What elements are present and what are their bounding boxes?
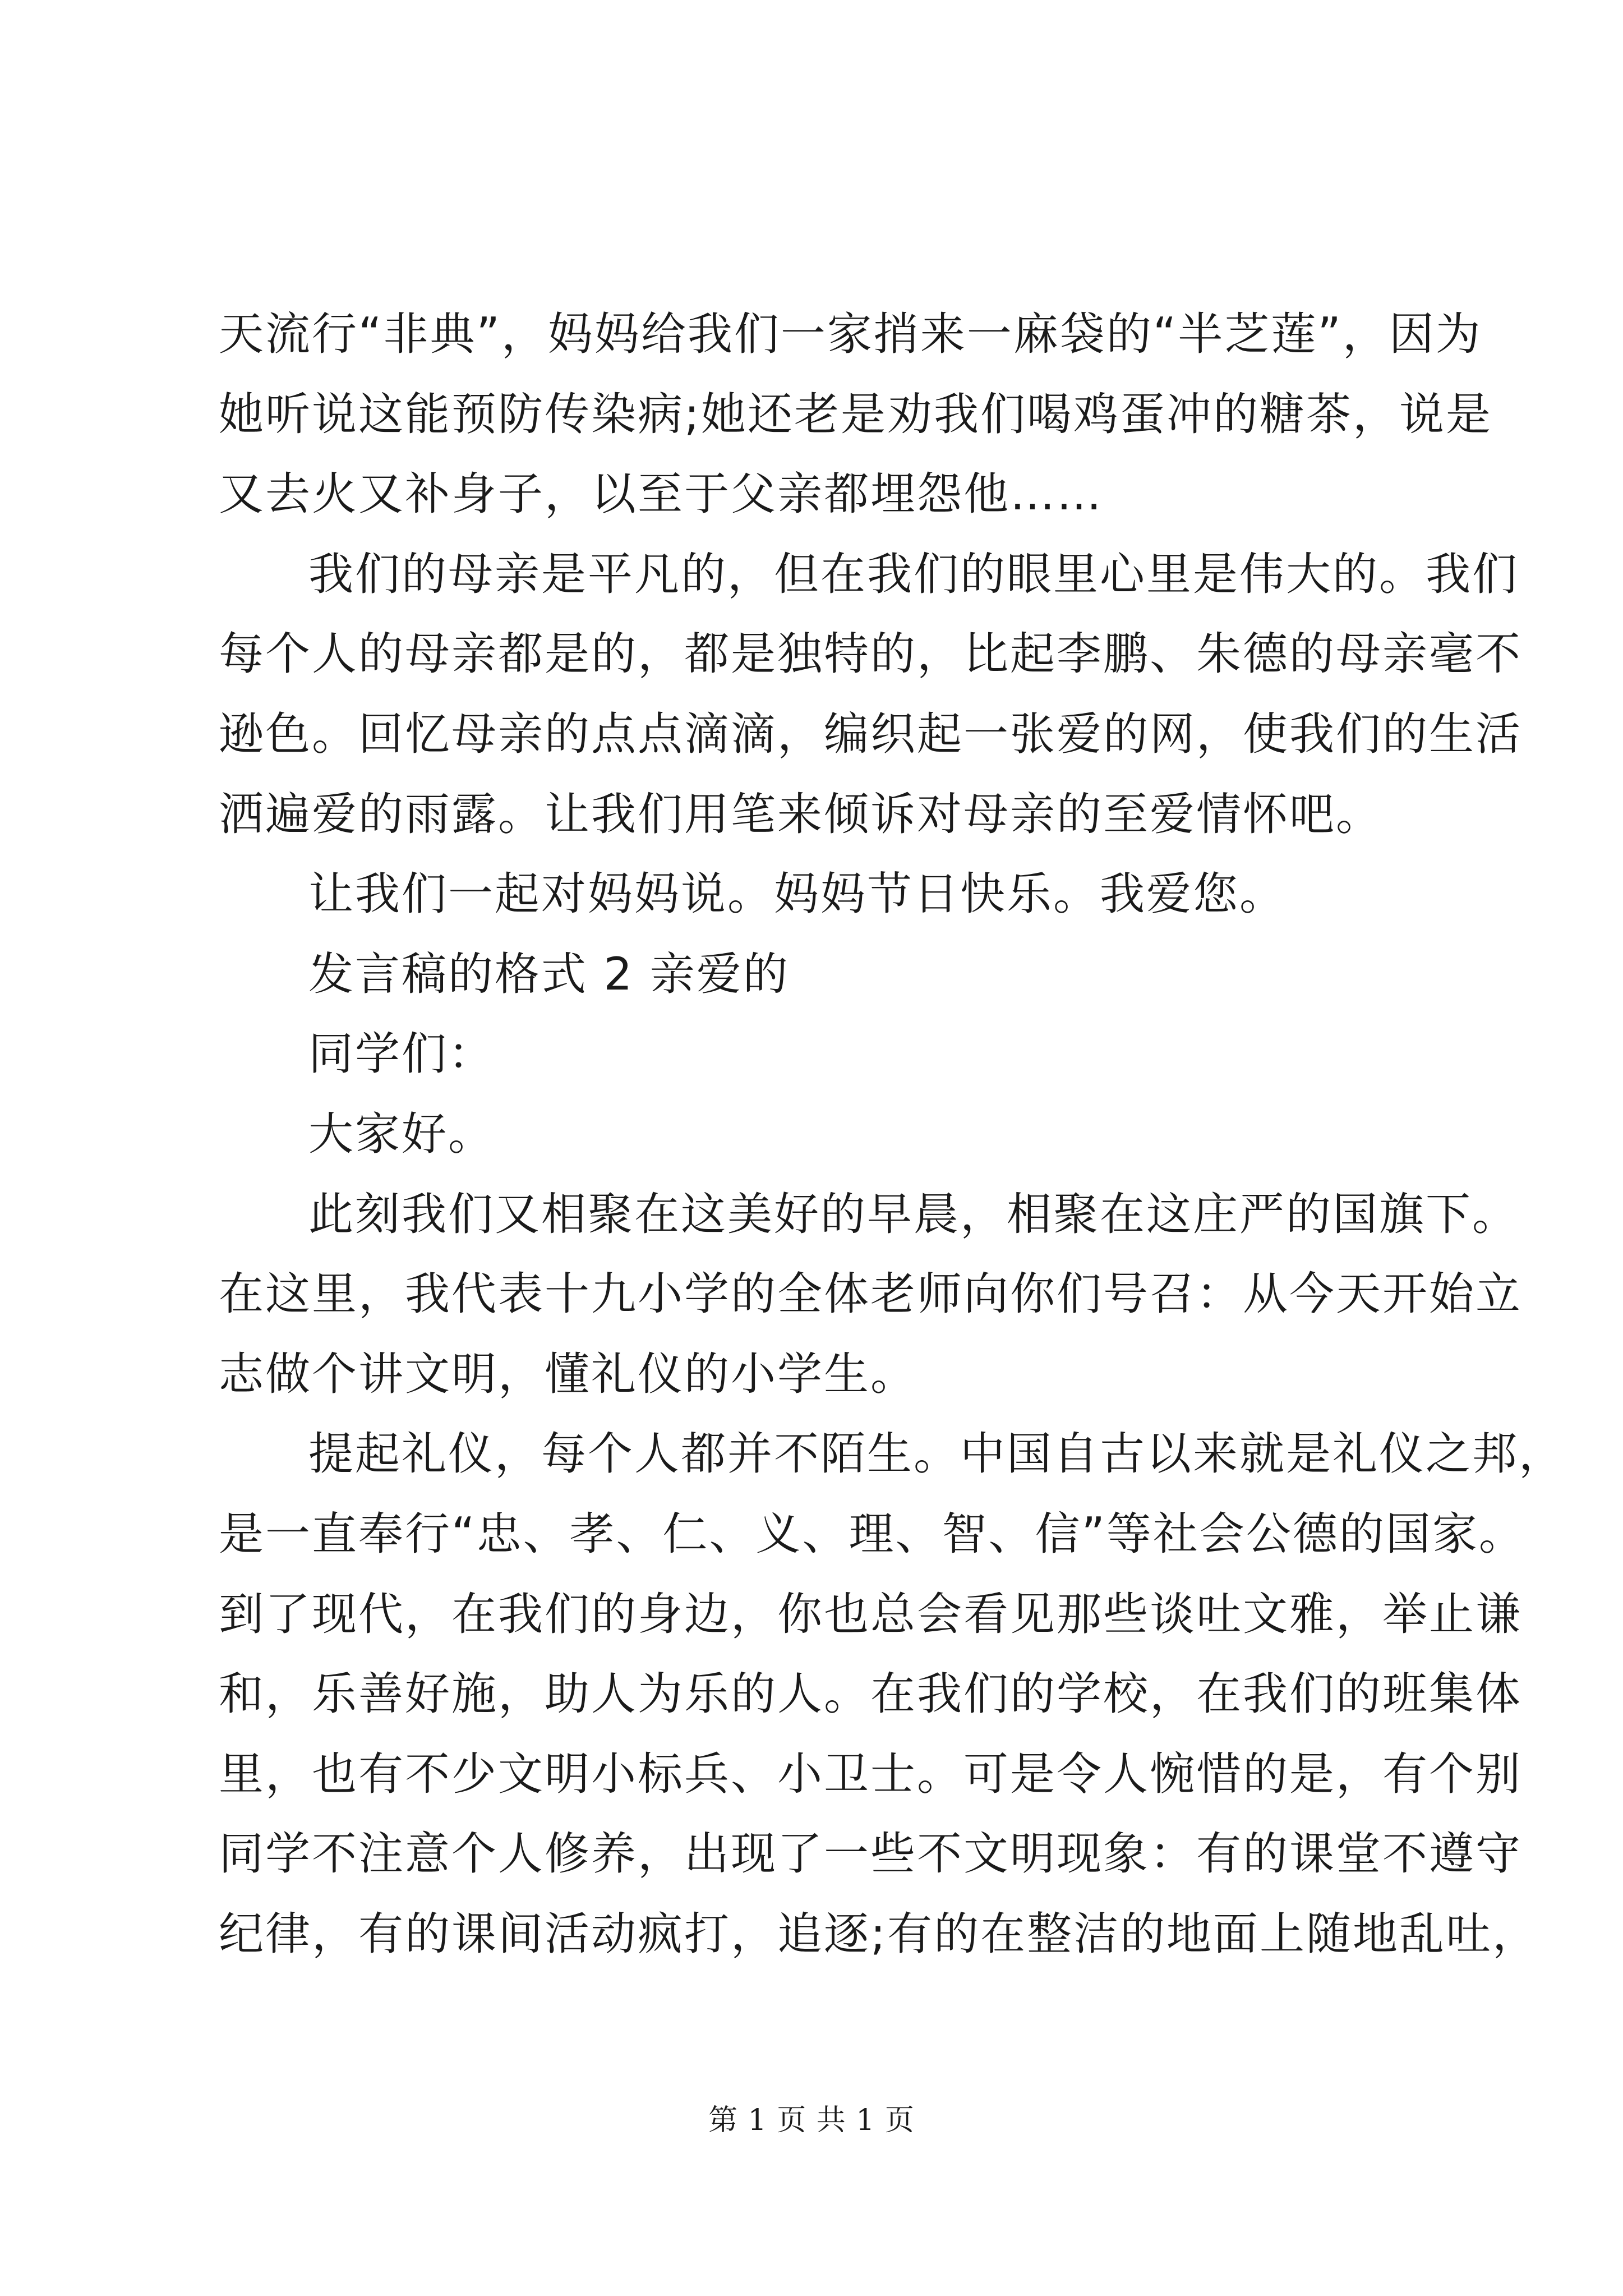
paragraph-first-line: 此刻我们又相聚在这美好的早晨，相聚在这庄严的国旗下。: [308, 1188, 1519, 1240]
document-body: [219, 295, 1565, 1974]
paragraph-first-line: 提起礼仪，每个人都并不陌生。中国自古以来就是礼仪之邦，: [308, 1428, 1565, 1480]
paragraph-first-line: 我们的母亲是平凡的，但在我们的眼里心里是伟大的。我们: [308, 547, 1519, 600]
text-line: 天流行“非典”，妈妈给我们一家捎来一麻袋的“半芝莲”，因为: [219, 308, 1482, 360]
page-footer: [0, 2101, 1623, 2140]
page-number: 第 1 页 共 1 页: [708, 2104, 915, 2137]
text-line: 是一直奉行“忠、孝、仁、义、理、智、信”等社会公德的国家。: [219, 1507, 1525, 1560]
text-line: 和，乐善好施，助人为乐的人。在我们的学校，在我们的班集体: [219, 1668, 1522, 1720]
text-line: 里，也有不少文明小标兵、小卫士。可是令人惋惜的是，有个别: [219, 1747, 1522, 1800]
text-line: 她听说这能预防传染病;她还老是劝我们喝鸡蛋冲的糖茶，说是: [219, 388, 1492, 440]
text-line: 洒遍爱的雨露。让我们用笔来倾诉对母亲的至爱情怀吧。: [219, 788, 1382, 840]
text-line: 纪律，有的课间活动疯打，追逐;有的在整洁的地面上随地乱吐，: [219, 1907, 1539, 1960]
greeting: 大家好。: [308, 1107, 495, 1160]
text-line: 志做个讲文明，懂礼仪的小学生。: [219, 1347, 917, 1400]
text-line: 又去火又补身子，以至于父亲都埋怨他……: [219, 468, 1103, 521]
paragraph-first-line: 让我们一起对妈妈说。妈妈节日快乐。我爱您。: [308, 868, 1286, 921]
text-line: 同学不注意个人修养，出现了一些不文明现象：有的课堂不遵守: [219, 1828, 1522, 1880]
text-line: 到了现代，在我们的身边，你也总会看见那些谈吐文雅，举止谦: [219, 1588, 1522, 1640]
section-heading: 发言稿的格式 2 亲爱的: [308, 947, 790, 1000]
text-line: 在这里，我代表十九小学的全体老师向你们号召：从今天开始立: [219, 1268, 1522, 1320]
salutation: 同学们：: [308, 1028, 495, 1080]
text-line: 逊色。回忆母亲的点点滴滴，编织起一张爱的网，使我们的生活: [219, 707, 1522, 760]
text-line: 每个人的母亲都是的，都是独特的，比起李鹏、朱德的母亲毫不: [219, 628, 1522, 680]
